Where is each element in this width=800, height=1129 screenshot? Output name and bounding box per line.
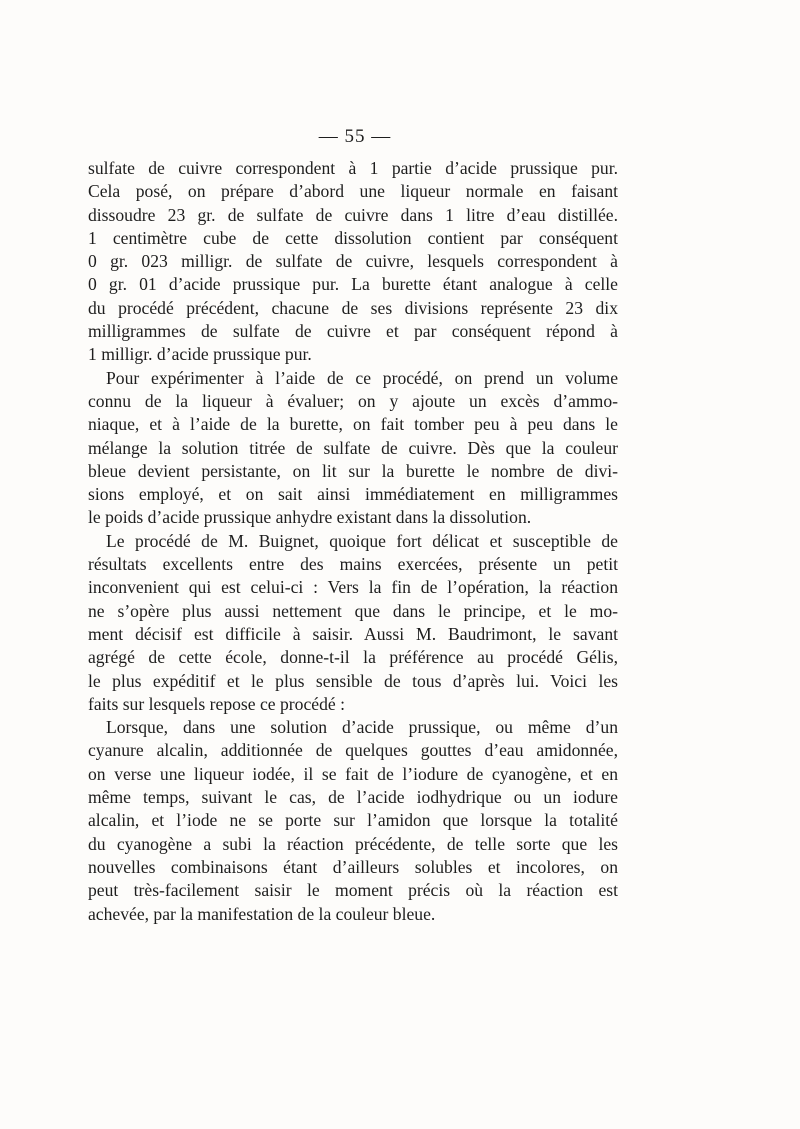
text-line: connu de la liqueur à évaluer; on y ajoute un excès d’ammo-	[88, 390, 618, 411]
text-line: du procédé précédent, chacune de ses divisions représente 23 dix	[88, 297, 618, 318]
text-line: nouvelles combinaisons étant d’ailleurs solubles et incolores, on	[88, 856, 618, 877]
text-line: même temps, suivant le cas, de l’acide iodhydrique ou un iodure	[88, 787, 618, 808]
text-line: Pour expérimenter à l’aide de ce procédé, on prend un volume	[106, 367, 618, 388]
page-number: — 55 —	[318, 126, 392, 147]
text-line: dissoudre 23 gr. de sulfate de cuivre dans 1 litre d’eau distillée.	[88, 204, 618, 225]
text-line: bleue devient persistante, on lit sur la burette le nombre de divi-	[88, 460, 618, 481]
text-line: sions employé, et on sait ainsi immédiatement en milligrammes	[88, 484, 618, 505]
text-line: ne s’opère plus aussi nettement que dans le principe, et le mo-	[88, 600, 618, 621]
text-line: Le procédé de M. Buignet, quoique fort délicat et susceptible de	[106, 530, 618, 551]
text-line: cyanure alcalin, additionnée de quelques gouttes d’eau amidonnée,	[88, 740, 618, 761]
text-line: achevée, par la manifestation de la couleur bleue.	[88, 903, 436, 924]
text-line: le poids d’acide prussique anhydre existant dans la dissolution.	[88, 507, 532, 528]
body-text	[88, 157, 618, 926]
text-line: du cyanogène a subi la réaction précédente, de telle sorte que les	[88, 833, 618, 854]
text-line: 0 gr. 01 d’acide prussique pur. La burette étant analogue à celle	[88, 274, 618, 295]
text-line: faits sur lesquels repose ce procédé :	[88, 693, 345, 714]
text-line: Lorsque, dans une solution d’acide prussique, ou même d’un	[106, 717, 618, 738]
text-line: alcalin, et l’iode ne se porte sur l’amidon que lorsque la totalité	[88, 810, 618, 831]
text-line: sulfate de cuivre correspondent à 1 partie d’acide prussique pur.	[88, 158, 618, 178]
text-line: 0 gr. 023 milligr. de sulfate de cuivre, lesquels correspondent à	[88, 251, 618, 272]
text-line: Cela posé, on prépare d’abord une liqueur normale en faisant	[88, 181, 618, 202]
text-line: le plus expéditif et le plus sensible de tous d’après lui. Voici les	[88, 670, 618, 691]
text-line: mélange la solution titrée de sulfate de cuivre. Dès que la couleur	[88, 437, 618, 458]
text-line: 1 milligr. d’acide prussique pur.	[88, 344, 312, 365]
text-line: niaque, et à l’aide de la burette, on fait tomber peu à peu dans le	[88, 414, 618, 435]
text-line: milligrammes de sulfate de cuivre et par conséquent répond à	[88, 321, 618, 342]
text-line: résultats excellents entre des mains exercées, présente un petit	[88, 554, 618, 575]
text-line: ment décisif est difficile à saisir. Aussi M. Baudrimont, le savant	[88, 623, 618, 644]
text-line: agrégé de cette école, donne-t-il la préférence au procédé Gélis,	[88, 647, 618, 668]
text-line: peut très-facilement saisir le moment précis où la réaction est	[88, 880, 618, 901]
text-line: inconvenient qui est celui-ci : Vers la fin de l’opération, la réaction	[88, 577, 618, 598]
text-line: on verse une liqueur iodée, il se fait de l’iodure de cyanogène, et en	[88, 763, 618, 784]
text-line: 1 centimètre cube de cette dissolution contient par conséquent	[88, 227, 618, 248]
